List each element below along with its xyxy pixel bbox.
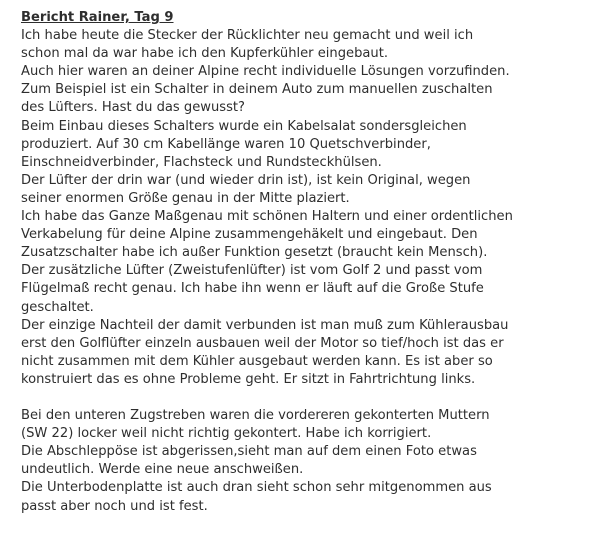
text-line: des Lüfters. Hast du das gewusst?: [21, 100, 245, 116]
text-line: Flügelmaß recht genau. Ich habe ihn wenn er läuft auf die Große Stufe: [21, 281, 484, 297]
text-line: undeutlich. Werde eine neue anschweißen.: [21, 462, 304, 478]
text-line: Der Lüfter der drin war (und wieder drin ist), ist kein Original, wegen: [21, 172, 471, 188]
text-line: schon mal da war habe ich den Kupferkühler eingebaut.: [21, 46, 389, 62]
report-section-1: [21, 27, 596, 389]
paragraph-gap: [21, 389, 596, 407]
text-line: Die Abschleppöse ist abgerissen,sieht man auf dem einen Foto etwas: [21, 444, 477, 460]
text-line: erst den Golflüfter einzeln ausbauen weil der Motor so tief/hoch ist das er: [21, 335, 504, 351]
text-line: konstruiert das es ohne Probleme geht. Er sitzt in Fahrtrichtung links.: [21, 371, 476, 387]
text-line: Ich habe das Ganze Maßgenau mit schönen Haltern und einer ordentlichen: [21, 209, 513, 225]
text-line: Bei den unteren Zugstreben waren die vordereren gekonterten Muttern: [21, 408, 490, 424]
text-line: seiner enormen Größe genau in der Mitte plaziert.: [21, 190, 350, 206]
text-line: nicht zusammen mit dem Kühler ausgebaut werden kann. Es ist aber so: [21, 353, 493, 369]
text-line: produziert. Auf 30 cm Kabellänge waren 10 Quetschverbinder,: [21, 136, 431, 152]
text-line: (SW 22) locker weil nicht richtig gekontert. Habe ich korrigiert.: [21, 426, 432, 442]
report-title: Bericht Rainer, Tag 9: [21, 10, 174, 25]
text-line: Beim Einbau dieses Schalters wurde ein Kabelsalat sondersgleichen: [21, 118, 467, 134]
report-document: [21, 9, 596, 516]
text-line: passt aber noch und ist fest.: [21, 498, 208, 514]
text-line: Ich habe heute die Stecker der Rücklichter neu gemacht und weil ich: [21, 28, 474, 44]
text-line: Zusatzschalter habe ich außer Funktion gesetzt (braucht kein Mensch).: [21, 245, 488, 261]
text-line: geschaltet.: [21, 299, 94, 315]
text-line: Einschneidverbinder, Flachsteck und Rundsteckhülsen.: [21, 154, 382, 170]
text-line: Die Unterbodenplatte ist auch dran sieht schon sehr mitgenommen aus: [21, 480, 492, 496]
text-line: Auch hier waren an deiner Alpine recht individuelle Lösungen vorzufinden.: [21, 64, 510, 80]
report-section-2: [21, 407, 596, 516]
text-line: Verkabelung für deine Alpine zusammengehäkelt und eingebaut. Den: [21, 227, 478, 243]
text-line: Zum Beispiel ist ein Schalter in deinem Auto zum manuellen zuschalten: [21, 82, 493, 98]
text-line: Der einzige Nachteil der damit verbunden ist man muß zum Kühlerausbau: [21, 317, 509, 333]
text-line: Der zusätzliche Lüfter (Zweistufenlüfter) ist vom Golf 2 und passt vom: [21, 263, 483, 279]
